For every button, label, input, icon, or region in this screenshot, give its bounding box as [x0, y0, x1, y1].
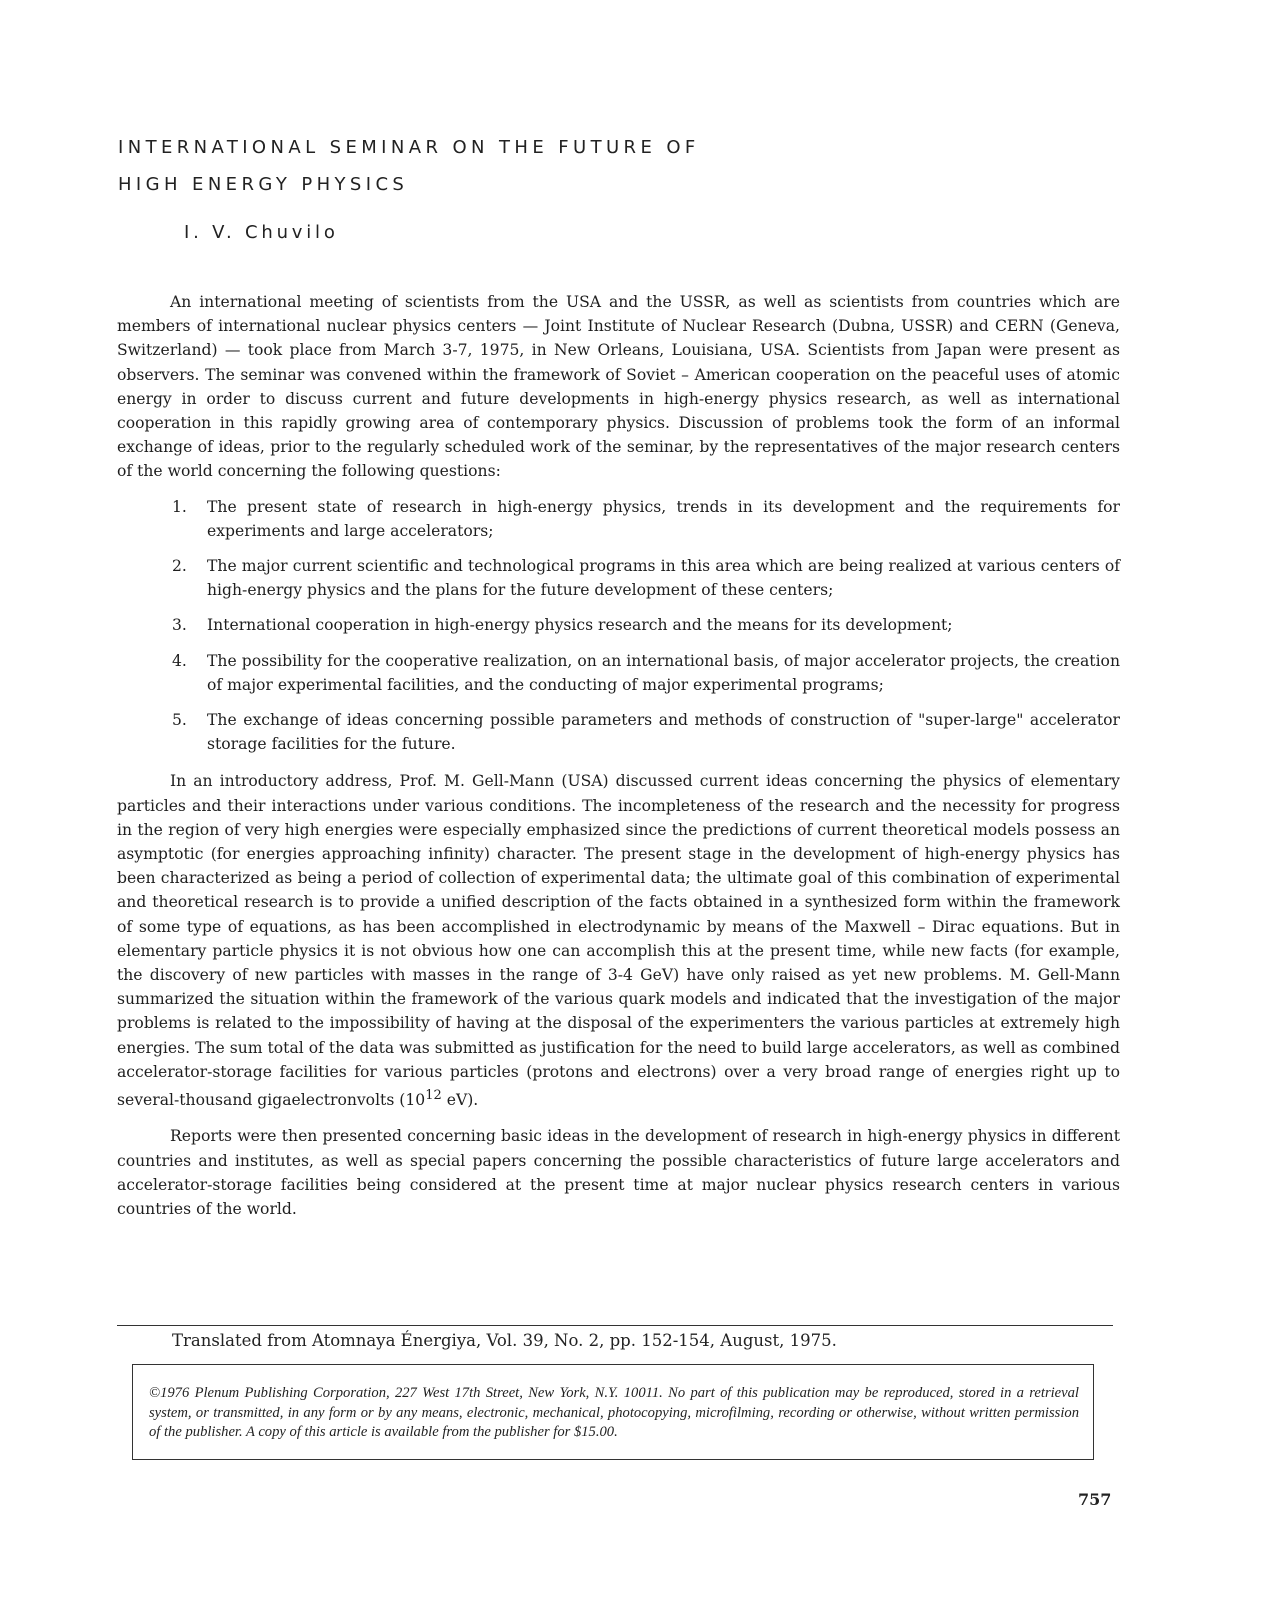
list-item-number: 5. — [172, 711, 187, 730]
list-item-number: 3. — [172, 616, 187, 635]
gell-mann-paragraph-tail: eV). — [441, 1091, 479, 1110]
list-item-text: The present state of research in high-energy physics, trends in its development and the requirements for experiments and large accelerators; — [207, 497, 1120, 540]
list-item — [117, 613, 1120, 637]
footnote-divider — [117, 1325, 1113, 1326]
copyright-notice-text: ©1976 Plenum Publishing Corporation, 227 West 17th Street, New York, N.Y. 10011. No part of this publication may be reproduced, stored in a retrieval system, or transmitted, in any form or by any means, electronic, mechanical, photocopying, microfilming, recording or otherwise, without written permission of the publisher. A copy of this article is available from the publisher for $15.00. — [149, 1385, 1079, 1441]
list-item-text: The exchange of ideas concerning possible parameters and methods of construction of "super-large" accelerator storage facilities for the future. — [207, 711, 1120, 754]
copyright-notice-box — [132, 1364, 1094, 1460]
article-title-line-2: HIGH ENERGY PHYSICS — [118, 174, 409, 195]
translation-source-note: Translated from Atomnaya Énergiya, Vol. 39, No. 2, pp. 152-154, August, 1975. — [172, 1331, 837, 1350]
intro-paragraph: An international meeting of scientists from the USA and the USSR, as well as scientists from countries which are members of international nuclear physics centers — Joint Institute of Nuclear Research (Dubna, USSR) and CERN (Geneva, Switzerland) — took place from March 3-7, 1975, in New Orleans, Louisiana, USA. Scientists from Japan were present as observers. The seminar was convened within the framework of Soviet – American cooperation on the peaceful uses of atomic energy in order to discuss current and future developments in high-energy physics research, as well as international cooperation in this rapidly growing area of contemporary physics. Discussion of problems took the form of an informal exchange of ideas, prior to the regularly scheduled work of the seminar, by the representatives of the major research centers of the world concerning the following questions: — [117, 293, 1120, 481]
list-item-text: The major current scientific and technological programs in this area which are being realized at various centers of high-energy physics and the plans for the future development of these centers; — [207, 557, 1120, 600]
list-item-text: International cooperation in high-energy physics research and the means for its development; — [207, 616, 953, 635]
list-item-number: 4. — [172, 651, 187, 670]
list-item — [117, 708, 1120, 756]
list-item-text: The possibility for the cooperative realization, on an international basis, of major accelerator projects, the creation of major experimental facilities, and the conducting of major experimental programs; — [207, 651, 1120, 694]
article-title-line-1: INTERNATIONAL SEMINAR ON THE FUTURE OF — [118, 137, 700, 158]
list-item-number: 1. — [172, 497, 187, 516]
questions-list — [117, 495, 1120, 757]
list-item-number: 2. — [172, 557, 187, 576]
list-item — [117, 495, 1120, 543]
reports-paragraph: Reports were then presented concerning basic ideas in the development of research in high-energy physics in different countries and institutes, as well as special papers concerning the possible characteristics of future large accelerators and accelerator-storage facilities being considered at the present time at major nuclear physics research centers in various countries of the world. — [117, 1127, 1120, 1219]
author-name: I. V. Chuvilo — [184, 222, 339, 243]
page-number: 757 — [1078, 1490, 1112, 1509]
list-item — [117, 554, 1120, 602]
gell-mann-paragraph-text: In an introductory address, Prof. M. Gell-Mann (USA) discussed current ideas concerning the physics of elementary particles and their interactions under various conditions. The incompleteness of the research and the necessity for progress in the region of very high energies were especially emphasized since the predictions of current theoretical models possess an asymptotic (for energies approaching infinity) character. The present stage in the development of high-energy physics has been characterized as being a period of collection of experimental data; the ultimate goal of this combination of experimental and theoretical research is to provide a unified description of the facts obtained in a synthesized form within the framework of some type of equations, as has been accomplished in electrodynamic by means of the Maxwell – Dirac equations. But in elementary particle physics it is not obvious how one can accomplish this at the present time, while new facts (for example, the discovery of new particles with masses in the range of 3-4 GeV) have only raised as yet new problems. M. Gell-Mann summarized the situation within the framework of the various quark models and indicated that the investigation of the major problems is related to the impossibility of having at the disposal of the experimenters the various particles at extremely high energies. The sum total of the data was submitted as justification for the need to build large accelerators, as well as combined accelerator-storage facilities for various particles (protons and electrons) over a very broad range of energies right up to several-thousand gigaelectronvolts (10 — [117, 772, 1120, 1110]
article-body — [117, 290, 1120, 1221]
list-item — [117, 649, 1120, 697]
exponent: 12 — [425, 1088, 442, 1104]
gell-mann-paragraph — [117, 769, 1120, 1112]
